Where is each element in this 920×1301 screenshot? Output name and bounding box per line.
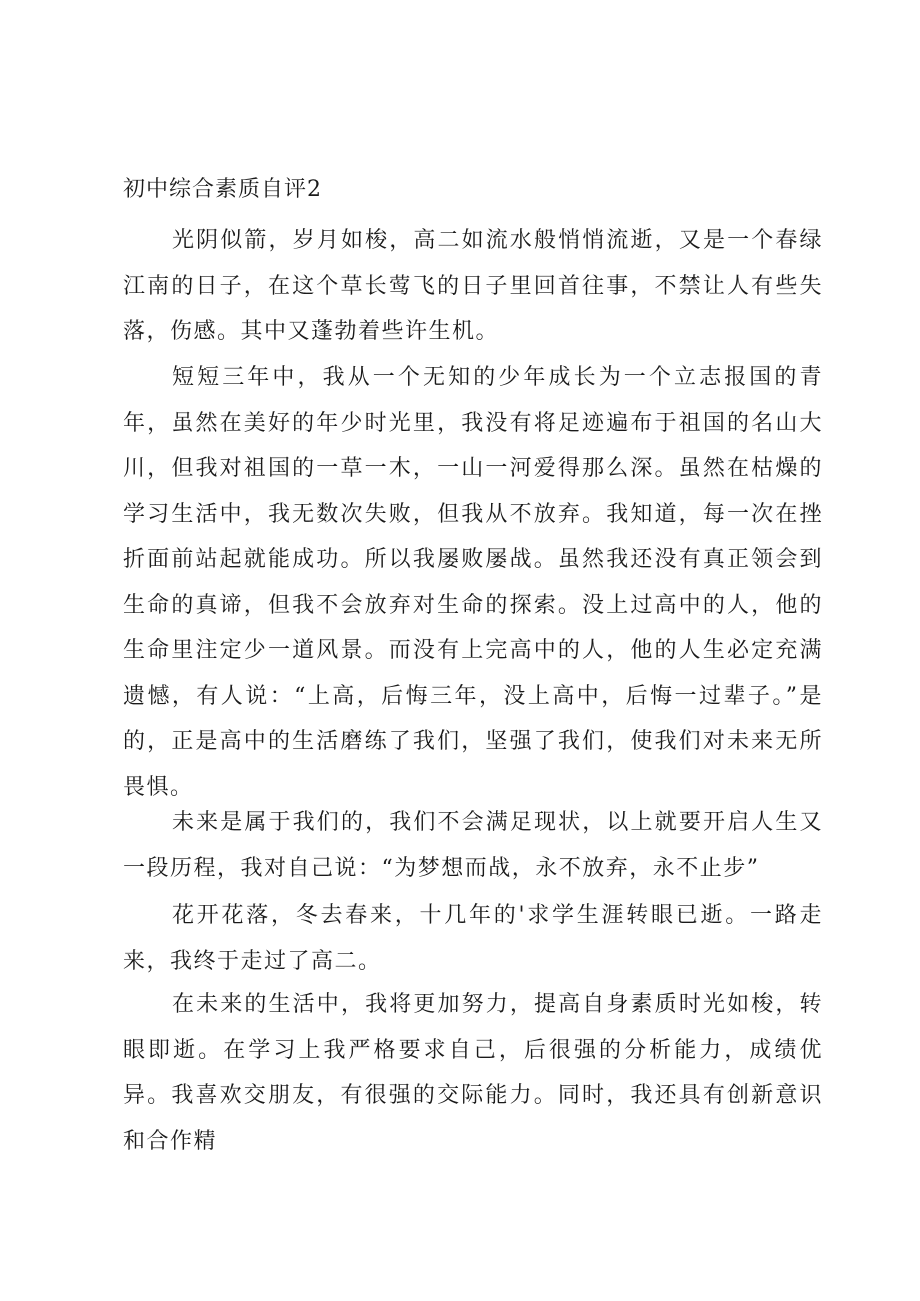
paragraph-3: 未来是属于我们的，我们不会满足现状，以上就要开启人生又一段历程，我对自己说：“为梦想而战，永不放弃，永不止步” bbox=[123, 810, 823, 881]
paragraph-2: 短短三年中，我从一个无知的少年成长为一个立志报国的青年，虽然在美好的年少时光里，我没有将足迹遍布于祖国的名山大川，但我对祖国的一草一木，一山一河爱得那么深。虽然在枯燥的学习生活中，我无数次失败，但我从不放弃。我知道，每一次在挫折面前站起就能成功。所以我屡败屡战。虽然我还没有真正领会到生命的真谛，但我不会放弃对生命的探索。没上过高中的人，他的生命里注定少一道风景。而没有上完高中的人，他的人生必定充满遗憾，有人说：“上高，后悔三年，没上高中，后悔一过辈子。”是的，正是高中的生活磨练了我们，坚强了我们，使我们对未来无所畏惧。 bbox=[123, 365, 823, 800]
paragraph-4: 花开花落，冬去春来，十几年的'求学生涯转眼已逝。一路走来，我终于走过了高二。 bbox=[123, 903, 823, 974]
document-title: 初中综合素质自评2 bbox=[123, 177, 322, 202]
paragraph-5: 在未来的生活中，我将更加努力，提高自身素质时光如梭，转眼即逝。在学习上我严格要求自己，后很强的分析能力，成绩优异。我喜欢交朋友，有很强的交际能力。同时，我还具有创新意识和合作精 bbox=[123, 992, 823, 1154]
paragraph-1: 光阴似箭，岁月如梭，高二如流水般悄悄流逝，又是一个春绿江南的日子，在这个草长莺飞的日子里回首往事，不禁让人有些失落，伤感。其中又蓬勃着些许生机。 bbox=[123, 228, 823, 344]
